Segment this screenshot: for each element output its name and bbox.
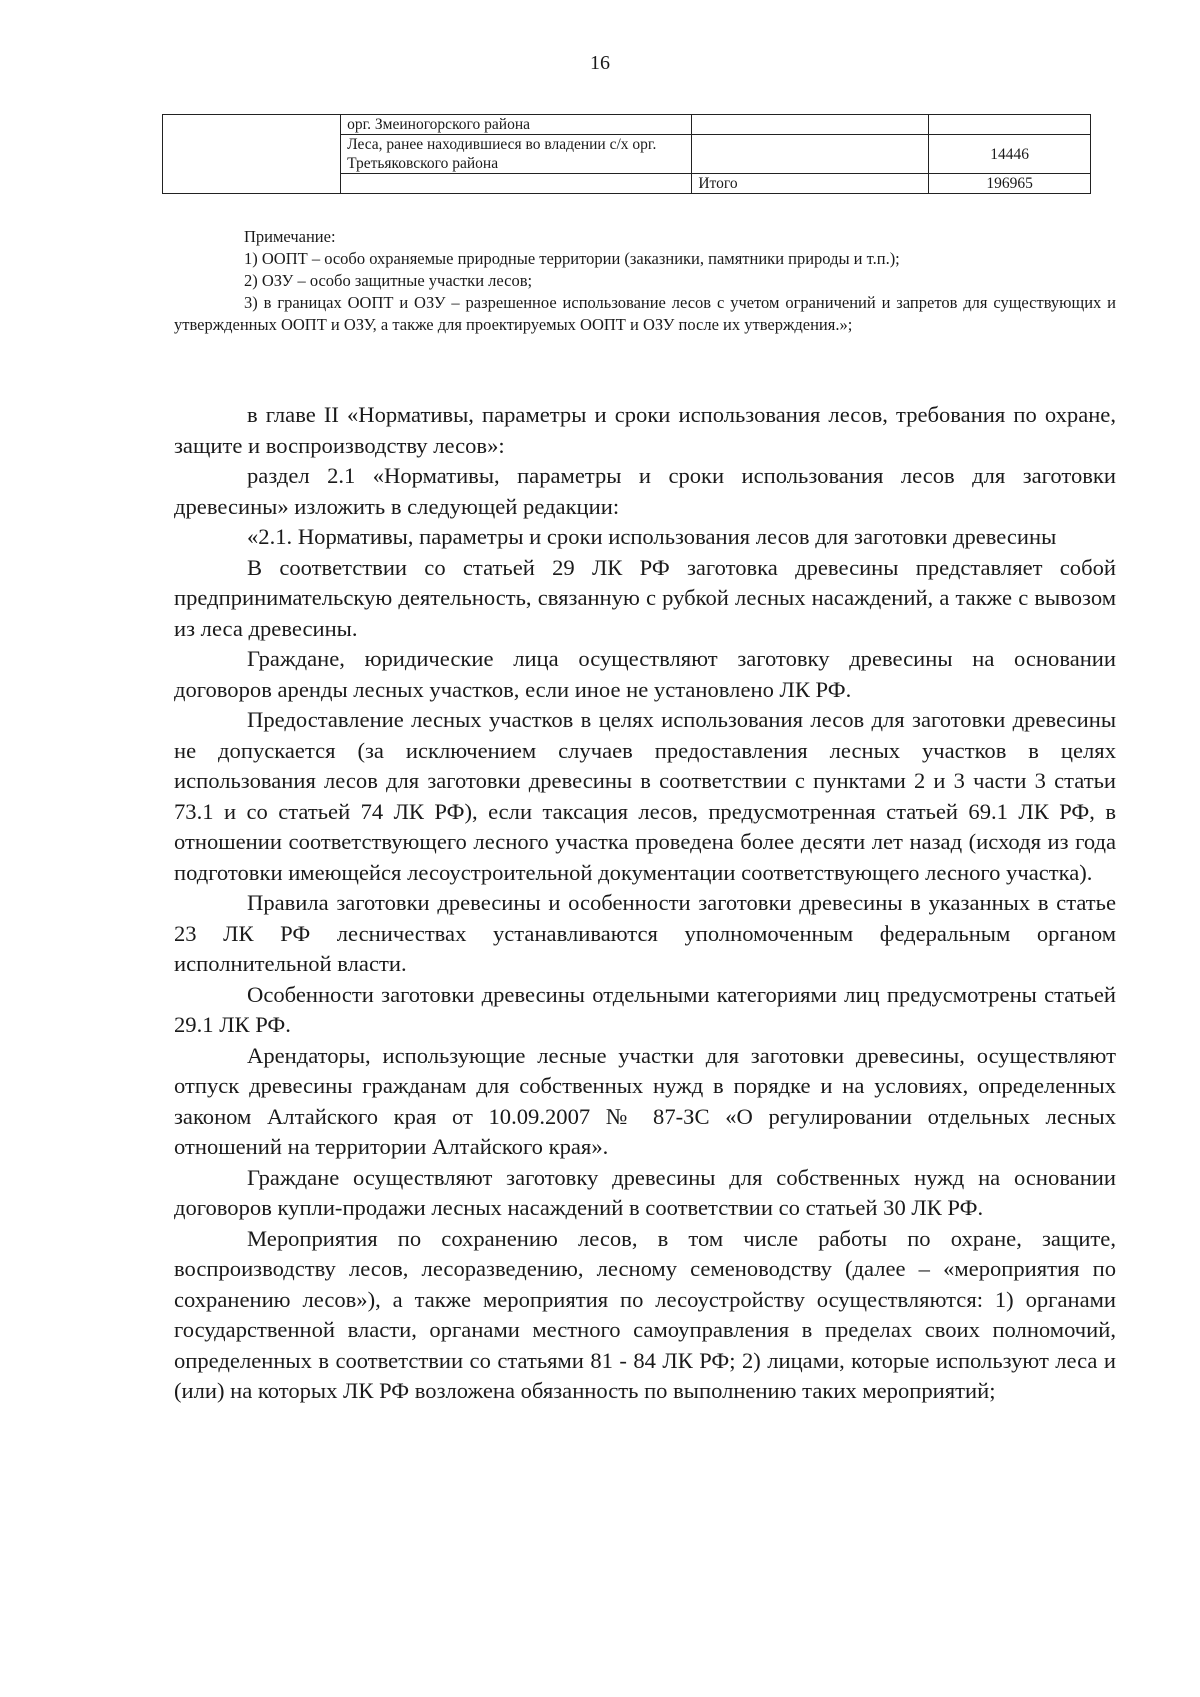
paragraph: Предоставление лесных участков в целях использования лесов для заготовки древесины не допускается (за исключением случаев предоставления лесных участков в целях использования лесов для заготовки древесины в соответствии с пунктами 2 и 3 части 3 статьи 73.1 и со статьей 74 ЛК РФ), если таксация лесов, предусмотренная статьей 69.1 ЛК РФ, в отношении соответствующего лесного участка проведена более десяти лет назад (исходя из года подготовки имеющейся лесоустроительной документации соответствующего лесного участка). xyxy=(174,707,1116,885)
section-heading: «2.1. Нормативы, параметры и сроки использования лесов для заготовки древесины xyxy=(247,524,1057,549)
table-cell-name xyxy=(341,174,692,194)
table-cell-value: 14446 xyxy=(929,135,1091,174)
paragraph: Арендаторы, использующие лесные участки для заготовки древесины, осуществляют отпуск древесины гражданам для собственных нужд в порядке и на условиях, определенных законом Алтайского края от 10.09.2007 № 87-ЗС «О регулировании отдельных лесных отношений на территории Алтайского края». xyxy=(174,1042,1116,1159)
notes-block xyxy=(174,226,1116,336)
paragraph: Граждане, юридические лица осуществляют заготовку древесины на основании договоров аренды лесных участков, если иное не установлено ЛК РФ. xyxy=(174,646,1116,702)
paragraph: Особенности заготовки древесины отдельными категориями лиц предусмотрены статьей 29.1 ЛК РФ. xyxy=(174,981,1116,1037)
paragraph: в главе II «Нормативы, параметры и сроки использования лесов, требования по охране, защите и воспроизводству лесов»: xyxy=(174,402,1116,458)
page-number: 16 xyxy=(590,52,610,74)
table-cell-value xyxy=(929,115,1091,135)
paragraph: Граждане осуществляют заготовку древесины для собственных нужд на основании договоров купли-продажи лесных насаждений в соответствии со статьей 30 ЛК РФ. xyxy=(174,1164,1116,1220)
main-text xyxy=(174,400,1116,1407)
notes-heading: Примечание: xyxy=(244,227,336,246)
table-cell xyxy=(692,135,929,174)
table-cell xyxy=(163,115,341,194)
note-item: 2) ОЗУ – особо защитные участки лесов; xyxy=(244,271,533,290)
paragraph: Правила заготовки древесины и особенности заготовки древесины в указанных в статье 23 ЛК РФ лесничествах устанавливаются уполномоченным федеральным органом исполнительной власти. xyxy=(174,890,1116,976)
note-item: 1) ООПТ – особо охраняемые природные территории (заказники, памятники природы и т.п.); xyxy=(244,249,900,268)
continuation-table xyxy=(162,114,1091,194)
paragraph: раздел 2.1 «Нормативы, параметры и сроки использования лесов для заготовки древесины» изложить в следующей редакции: xyxy=(174,463,1116,519)
table-cell-name: орг. Змеиногорского района xyxy=(341,115,692,135)
table-cell-total-value: 196965 xyxy=(929,174,1091,194)
paragraph: Мероприятия по сохранению лесов, в том числе работы по охране, защите, воспроизводству лесов, лесоразведению, лесному семеноводству (далее – «мероприятия по сохранению лесов»), а также мероприятия по лесоустройству осуществляются: 1) органами государственной власти, органами местного самоуправления в пределах своих полномочий, определенных в соответствии со статьями 81 - 84 ЛК РФ; 2) лицами, которые используют леса и (или) на которых ЛК РФ возложена обязанность по выполнению таких мероприятий; xyxy=(174,1225,1116,1403)
table-cell-total-label: Итого xyxy=(692,174,929,194)
table-cell-name: Леса, ранее находившиеся во владении с/х орг. Третьяковского района xyxy=(341,135,692,174)
paragraph: В соответствии со статьей 29 ЛК РФ заготовка древесины представляет собой предпринимательскую деятельность, связанную с рубкой лесных насаждений, а также с вывозом из леса древесины. xyxy=(174,554,1116,641)
note-item: 3) в границах ООПТ и ОЗУ – разрешенное использование лесов с учетом ограничений и запретов для существующих и утвержденных ООПТ и ОЗУ, а также для проектируемых ООПТ и ОЗУ после их утверждения.»; xyxy=(174,293,1116,334)
table-row xyxy=(163,115,1091,135)
table-cell xyxy=(692,115,929,135)
